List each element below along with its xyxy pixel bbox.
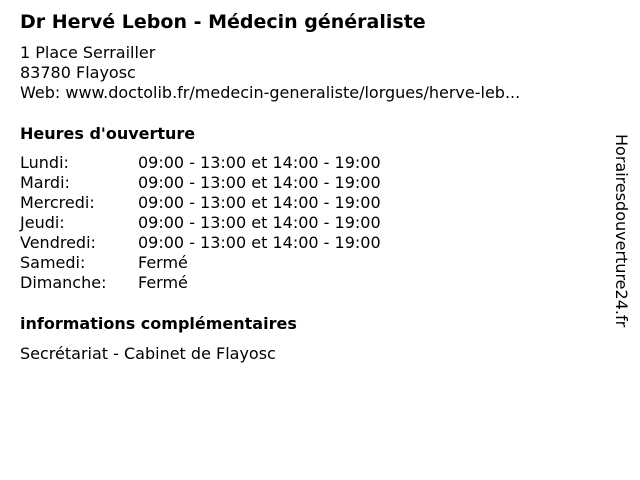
day-label: Mardi: — [20, 173, 70, 192]
hours-row-sunday — [20, 273, 381, 293]
additional-info-text: Secrétariat - Cabinet de Flayosc — [20, 344, 276, 363]
address-street: 1 Place Serrailler — [20, 43, 156, 62]
hours-row-tuesday — [20, 173, 381, 193]
address-block — [20, 43, 520, 103]
hours-row-thursday — [20, 213, 381, 233]
day-hours: 09:00 - 13:00 et 14:00 - 19:00 — [138, 213, 381, 232]
day-hours: 09:00 - 13:00 et 14:00 - 19:00 — [138, 153, 381, 172]
website-link[interactable]: Web: www.doctolib.fr/medecin-generaliste/lorgues/herve-leb... — [20, 83, 521, 102]
day-hours: 09:00 - 13:00 et 14:00 - 19:00 — [138, 233, 381, 252]
day-label: Jeudi: — [20, 213, 65, 232]
opening-hours-table — [20, 153, 381, 293]
opening-hours-heading: Heures d'ouverture — [20, 124, 196, 143]
day-label: Vendredi: — [20, 233, 96, 252]
page-title: Dr Hervé Lebon - Médecin généraliste — [20, 11, 426, 33]
site-brand-text: Horairesdouverture24.fr — [612, 134, 631, 328]
hours-row-friday — [20, 233, 381, 253]
site-brand — [611, 134, 631, 344]
hours-row-wednesday — [20, 193, 381, 213]
hours-row-monday — [20, 153, 381, 173]
hours-row-saturday — [20, 253, 381, 273]
day-hours: 09:00 - 13:00 et 14:00 - 19:00 — [138, 173, 381, 192]
day-label: Samedi: — [20, 253, 86, 272]
day-label: Dimanche: — [20, 273, 107, 292]
day-label: Lundi: — [20, 153, 69, 172]
day-hours: 09:00 - 13:00 et 14:00 - 19:00 — [138, 193, 381, 212]
day-hours: Fermé — [138, 273, 188, 292]
address-city: 83780 Flayosc — [20, 63, 136, 82]
day-label: Mercredi: — [20, 193, 95, 212]
day-hours: Fermé — [138, 253, 188, 272]
additional-info-heading: informations complémentaires — [20, 314, 297, 333]
